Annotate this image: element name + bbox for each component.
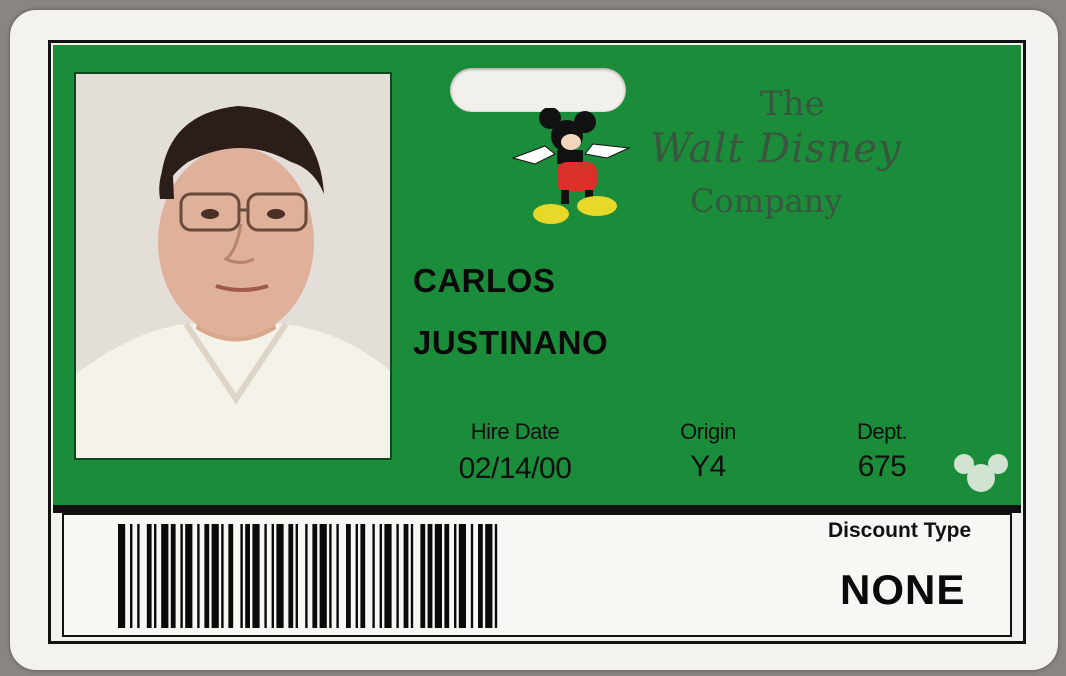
- barcode-bar: [495, 524, 497, 628]
- walt-disney-logo: [650, 84, 920, 254]
- barcode-bar: [372, 524, 374, 628]
- origin-value: Y4: [690, 450, 726, 483]
- barcode-bar: [459, 524, 466, 628]
- barcode-bar: [444, 524, 449, 628]
- hire-date-label: Hire Date: [470, 419, 560, 444]
- barcode-bar: [154, 524, 156, 628]
- barcode-bar: [212, 524, 219, 628]
- barcode-bar: [411, 524, 413, 628]
- barcode-bar: [454, 524, 456, 628]
- employee-last-name: JUSTINANO: [413, 324, 609, 361]
- barcode-bar: [228, 524, 233, 628]
- barcode-bar: [245, 524, 250, 628]
- barcode-bar: [312, 524, 317, 628]
- barcode-bar: [435, 524, 442, 628]
- barcode-bar: [471, 524, 473, 628]
- barcode-bar: [185, 524, 192, 628]
- barcode-bar: [118, 524, 125, 628]
- barcode-icon: [118, 524, 760, 628]
- barcode-bar: [336, 524, 338, 628]
- barcode-bar: [346, 524, 351, 628]
- hire-date-value: 02/14/00: [458, 452, 572, 485]
- discount-type-label: Discount Type: [828, 519, 972, 542]
- employee-first-name: CARLOS: [413, 262, 556, 299]
- barcode-bar: [221, 524, 223, 628]
- logo-walt-disney: Walt Disney: [650, 126, 902, 172]
- barcode-bar: [320, 524, 327, 628]
- barcode-bar: [305, 524, 307, 628]
- barcode-bar: [288, 524, 293, 628]
- barcode-bar: [171, 524, 176, 628]
- mickey-mouse-icon: [505, 108, 637, 232]
- logo-company: Company: [690, 182, 843, 220]
- barcode-bar: [197, 524, 199, 628]
- barcode-bar: [296, 524, 298, 628]
- employee-photo: [74, 72, 392, 460]
- barcode-bar: [204, 524, 209, 628]
- barcode-bar: [130, 524, 132, 628]
- origin-label: Origin: [680, 419, 736, 444]
- logo-the: The: [760, 84, 825, 124]
- barcode-bar: [137, 524, 139, 628]
- barcode-bar: [276, 524, 283, 628]
- barcode-bar: [384, 524, 391, 628]
- divider-line: [53, 505, 1021, 513]
- barcode-bar: [380, 524, 382, 628]
- lanyard-slot: [450, 68, 626, 112]
- mickey-ears-icon: [952, 452, 1012, 496]
- barcode-bar: [161, 524, 168, 628]
- barcode-bar: [360, 524, 365, 628]
- discount-type-value: NONE: [840, 566, 966, 613]
- barcode-bar: [478, 524, 483, 628]
- barcode-bar: [428, 524, 433, 628]
- barcode-bar: [420, 524, 425, 628]
- barcode-bar: [252, 524, 259, 628]
- barcode-bar: [272, 524, 274, 628]
- barcode-bar: [356, 524, 358, 628]
- barcode-bar: [240, 524, 242, 628]
- barcode-bar: [180, 524, 182, 628]
- barcode-bar: [404, 524, 409, 628]
- barcode-bar: [147, 524, 152, 628]
- barcode-bar: [396, 524, 398, 628]
- dept-value: 675: [857, 450, 907, 483]
- barcode-bar: [264, 524, 266, 628]
- dept-label: Dept.: [856, 419, 908, 444]
- barcode-bar: [485, 524, 492, 628]
- barcode-bar: [329, 524, 331, 628]
